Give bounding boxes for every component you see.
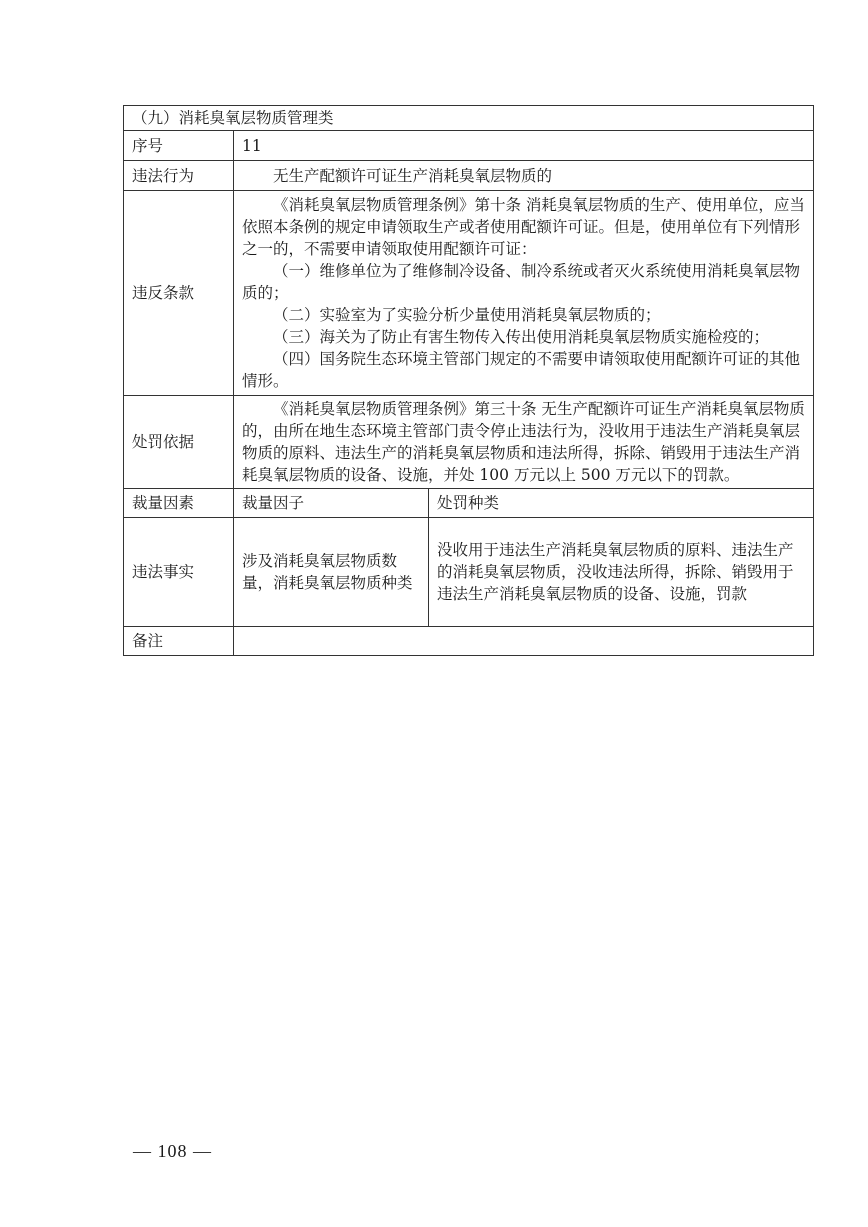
page-number: — 108 — [133, 1141, 212, 1161]
provision-paragraph: 《消耗臭氧层物质管理条例》第十条 消耗臭氧层物质的生产、使用单位，应当依照本条例的规定申请领取生产或者使用配额许可证。但是，使用单位有下列情形之一的，不需要申请领取使用配额许可证： [242, 196, 805, 258]
table-row-serial [124, 131, 814, 161]
discretion-factor-header: 裁量因子 [234, 489, 429, 518]
facts-label: 违法事实 [124, 518, 234, 627]
violated-provision-label: 违反条款 [124, 191, 234, 396]
provision-item: （二）实验室为了实验分析少量使用消耗臭氧层物质的； [273, 306, 661, 324]
section-title: （九）消耗臭氧层物质管理类 [124, 106, 814, 131]
table-row-violation [124, 161, 814, 191]
serial-value: 11 [234, 131, 814, 161]
table-row-remarks [124, 627, 814, 656]
provision-item: （一）维修单位为了维修制冷设备、制冷系统或者灭火系统使用消耗臭氧层物质的； [242, 262, 801, 302]
violated-provision-value [234, 191, 814, 396]
remarks-label: 备注 [124, 627, 234, 656]
facts-penalty-type: 没收用于违法生产消耗臭氧层物质的原料、违法生产的消耗臭氧层物质，没收违法所得，拆除、销毁用于违法生产消耗臭氧层物质的设备、设施，罚款 [429, 518, 814, 627]
provision-item: （四）国务院生态环境主管部门规定的不需要申请领取使用配额许可证的其他情形。 [242, 350, 801, 390]
penalty-basis-value [234, 396, 814, 489]
penalty-type-header: 处罚种类 [429, 489, 814, 518]
table-row-discretion-header [124, 489, 814, 518]
penalty-basis-text: 《消耗臭氧层物质管理条例》第三十条 无生产配额许可证生产消耗臭氧层物质的，由所在地生态环境主管部门责令停止违法行为，没收用于违法生产消耗臭氧层物质的原料、违法生产的消耗臭氧层物质和违法所得，拆除、销毁用于违法生产消耗臭氧层物质的设备、设施，并处 100 万元以上 500 万元以下的罚款。 [242, 400, 805, 484]
penalty-basis-label: 处罚依据 [124, 396, 234, 489]
serial-label: 序号 [124, 131, 234, 161]
facts-factor: 涉及消耗臭氧层物质数量，消耗臭氧层物质种类 [234, 518, 429, 627]
violation-value: 无生产配额许可证生产消耗臭氧层物质的 [234, 161, 814, 191]
penalty-table [123, 105, 814, 656]
table-row-penalty-basis [124, 396, 814, 489]
remarks-value [234, 627, 814, 656]
table-row-violated-provision [124, 191, 814, 396]
violation-label: 违法行为 [124, 161, 234, 191]
provision-item: （三）海关为了防止有害生物传入传出使用消耗臭氧层物质实施检疫的； [273, 328, 770, 346]
table-row-facts [124, 518, 814, 627]
discretion-label: 裁量因素 [124, 489, 234, 518]
